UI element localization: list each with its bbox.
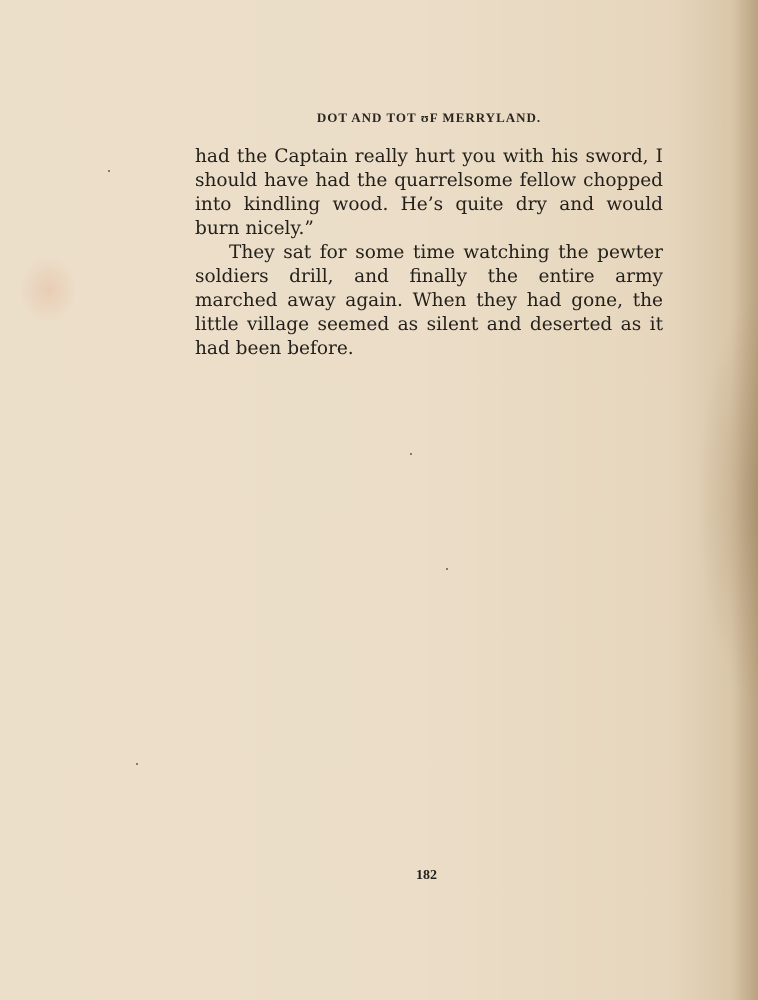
paper-speck <box>410 453 412 455</box>
paragraph-1: had the Captain really hurt you with his sword, I should have had the quarrelsome fellow chopped into kindling wood. He’s quite dry and would burn nicely.” <box>195 146 663 239</box>
paper-speck <box>446 568 448 570</box>
paper-speck <box>108 170 110 172</box>
paper-stain <box>18 255 78 325</box>
body-text <box>195 145 663 361</box>
page-number: 182 <box>416 868 437 883</box>
running-head: DOT AND TOT ʊF MERRYLAND. <box>316 110 542 125</box>
page-edge-shadow <box>730 0 758 1000</box>
paragraph-2: They sat for some time watching the pewter soldiers drill, and finally the entire army marched away again. When they had gone, the little village seemed as silent and deserted as it had been before. <box>195 242 663 359</box>
paper-speck <box>136 763 138 765</box>
